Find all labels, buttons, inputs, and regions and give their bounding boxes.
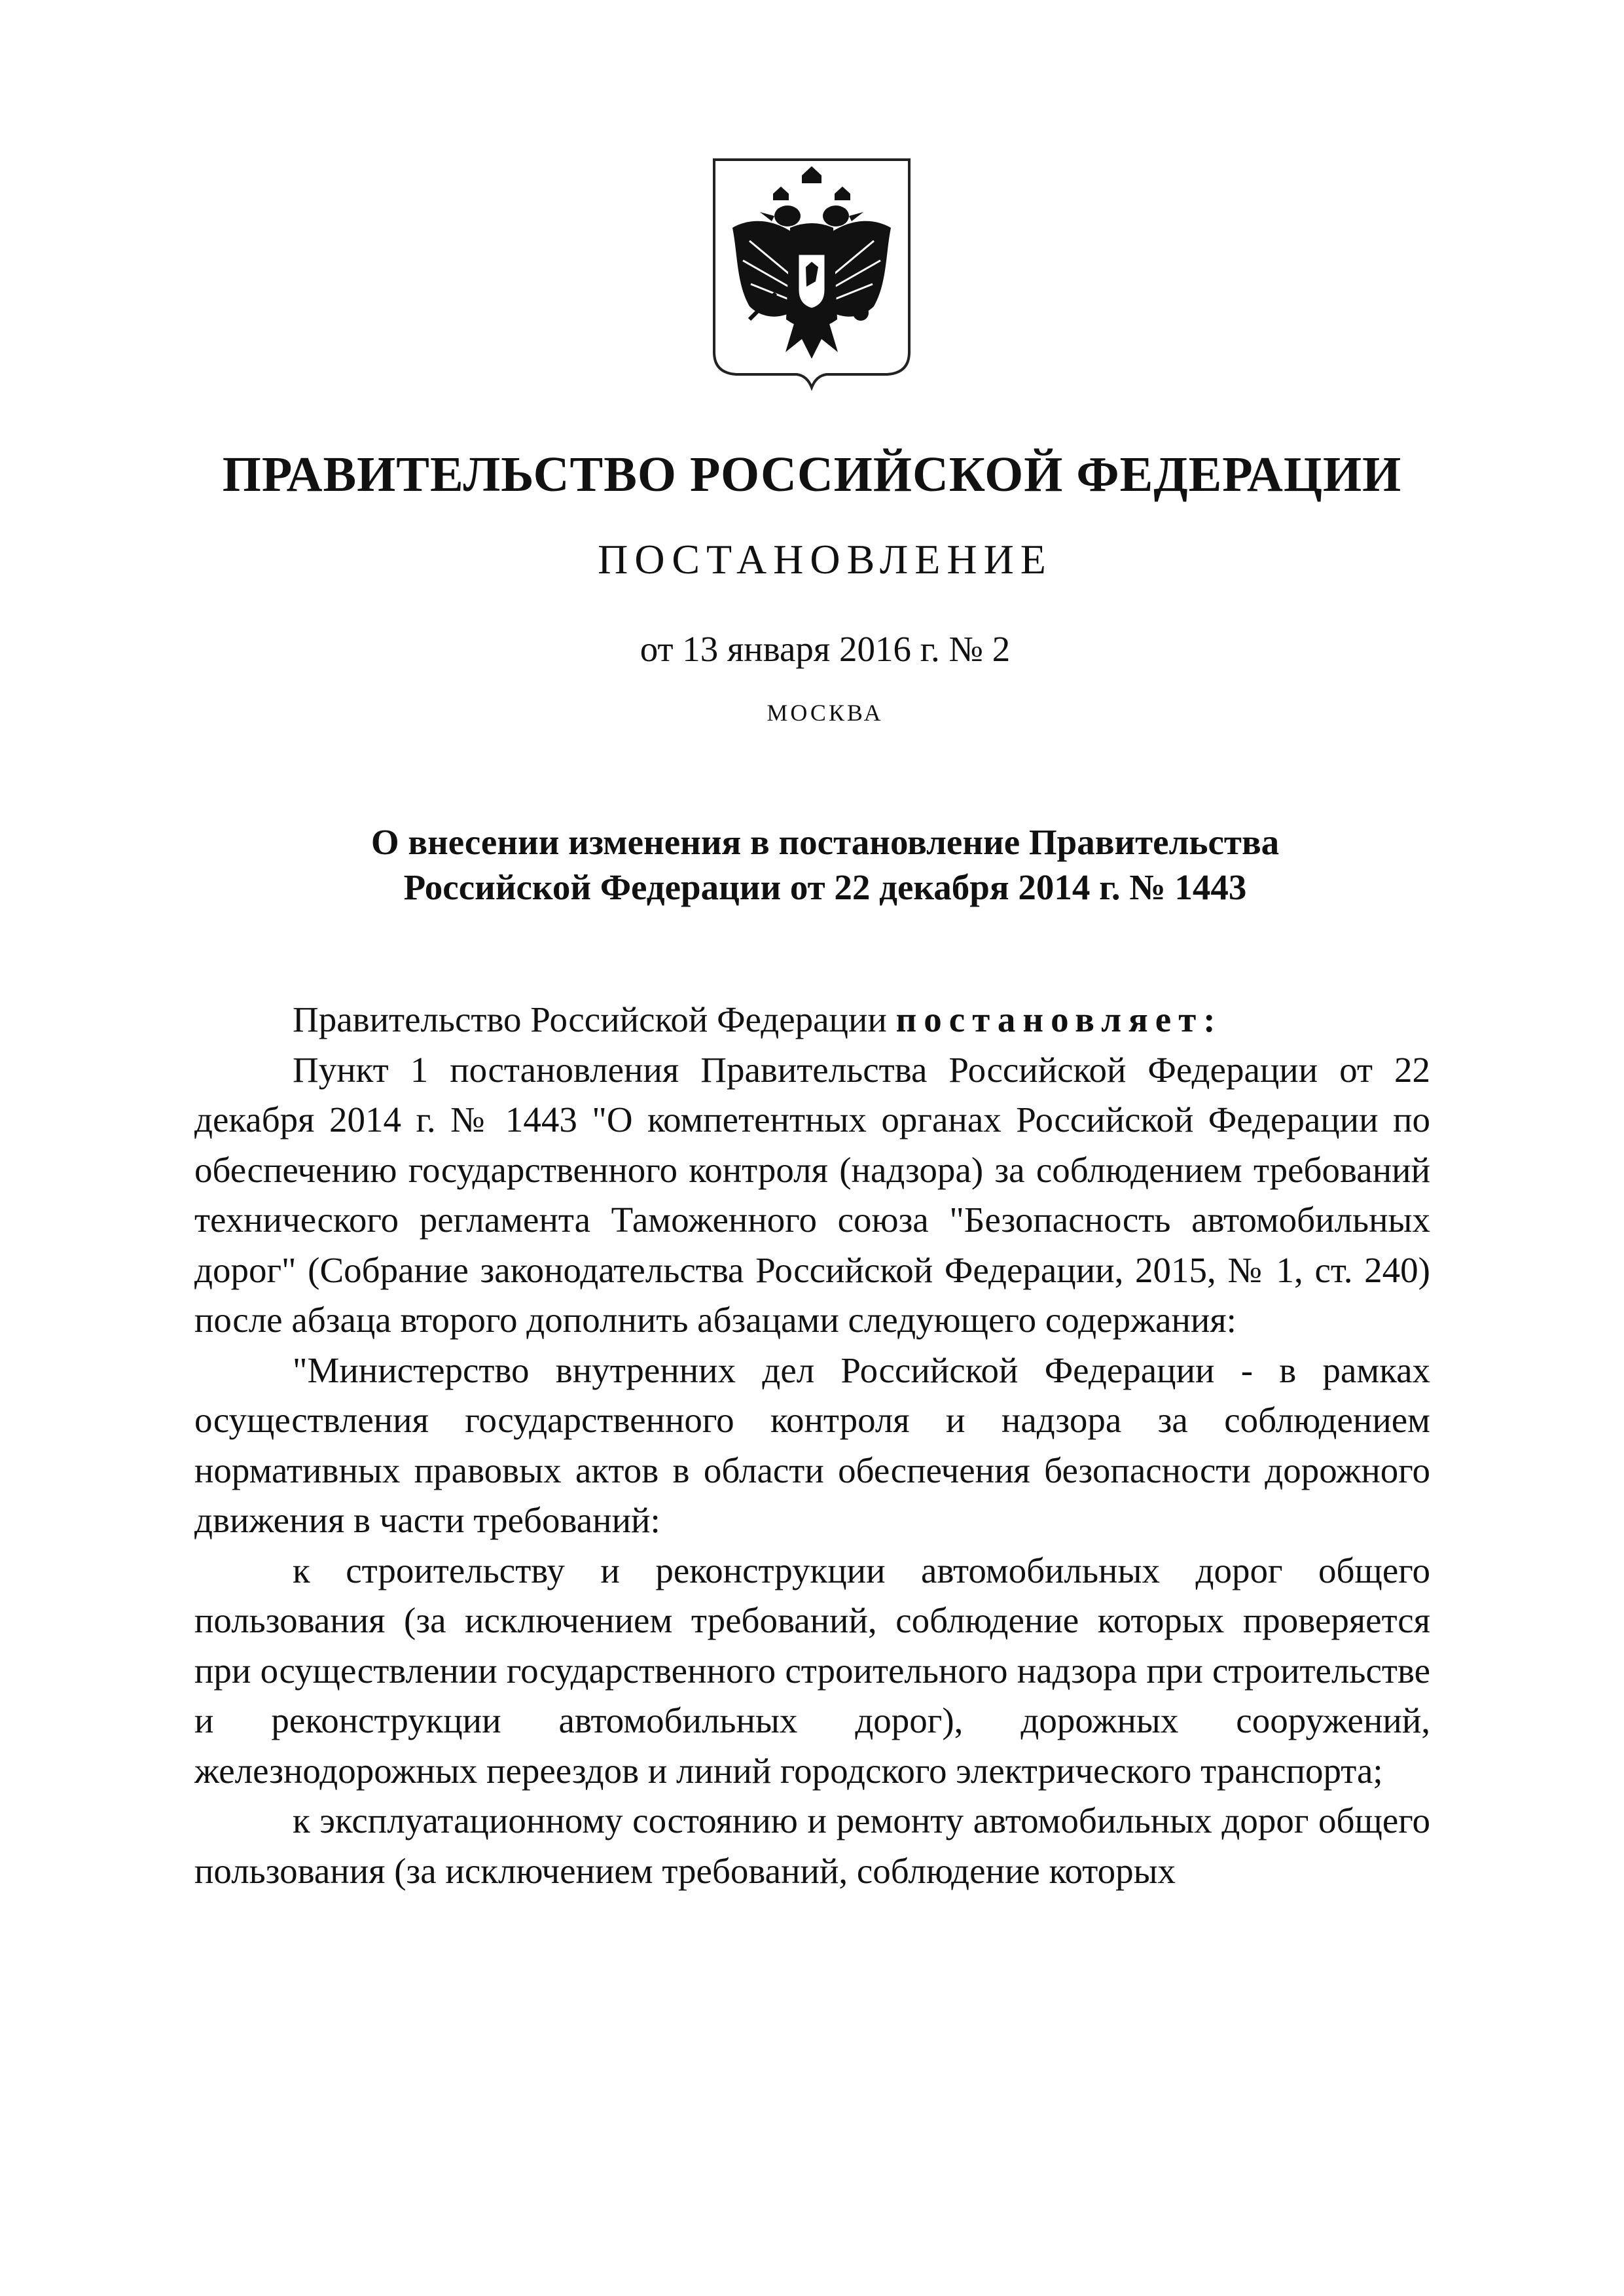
document-city: МОСКВА (767, 700, 884, 726)
document-date-number: от 13 января 2016 г. № 2 (640, 629, 1011, 669)
body-intro (194, 995, 1430, 1045)
body-paragraph-4: к эксплуатационному состоянию и ремонту автомобильных дорог общего пользования (за исключением требований, соблюдение которых (194, 1801, 1430, 1891)
body-paragraph-2: "Министерство внутренних дел Российской Федерации - в рамках осуществления государственного контроля и надзора за соблюдением нормативных правовых актов в области обеспечения безопасности дорожного движения в части требований: (194, 1350, 1430, 1540)
subject-line-1: О внесении изменения в постановление Правительства (370, 822, 1280, 862)
body-paragraph-1: Пункт 1 постановления Правительства Российской Федерации от 22 декабря 2014 г. № 1443 "О компетентных органах Российской Федерации по обеспечению государственного контроля (надзора) за соблюдением требований технического регламента Таможенного союза "Безопасность автомобильных дорог" (Собрание законодательства Российской Федерации, 2015, № 1, ст. 240) после абзаца второго дополнить абзацами следующего содержания: (194, 1049, 1430, 1340)
document-type: ПОСТАНОВЛЕНИЕ (598, 536, 1053, 583)
intro-text: Правительство Российской Федерации (293, 999, 896, 1039)
russian-coat-of-arms-icon (710, 156, 913, 391)
document-subject (13, 820, 1624, 910)
organization-title: ПРАВИТЕЛЬСТВО РОССИЙСКОЙ ФЕДЕРАЦИИ (222, 447, 1402, 502)
subject-line-2: Российской Федерации от 22 декабря 2014 г. № 1443 (403, 867, 1247, 907)
body-paragraph-3: к строительству и реконструкции автомобильных дорог общего пользования (за исключением требований, соблюдение которых проверяется при осуществлении государственного строительного надзора при строительстве и реконструкции автомобильных дорог), дорожных сооружений, железнодорожных переездов и линий городского электрического транспорта; (194, 1550, 1430, 1791)
document-body (194, 995, 1430, 1896)
intro-resolves: постановляет: (895, 999, 1223, 1039)
